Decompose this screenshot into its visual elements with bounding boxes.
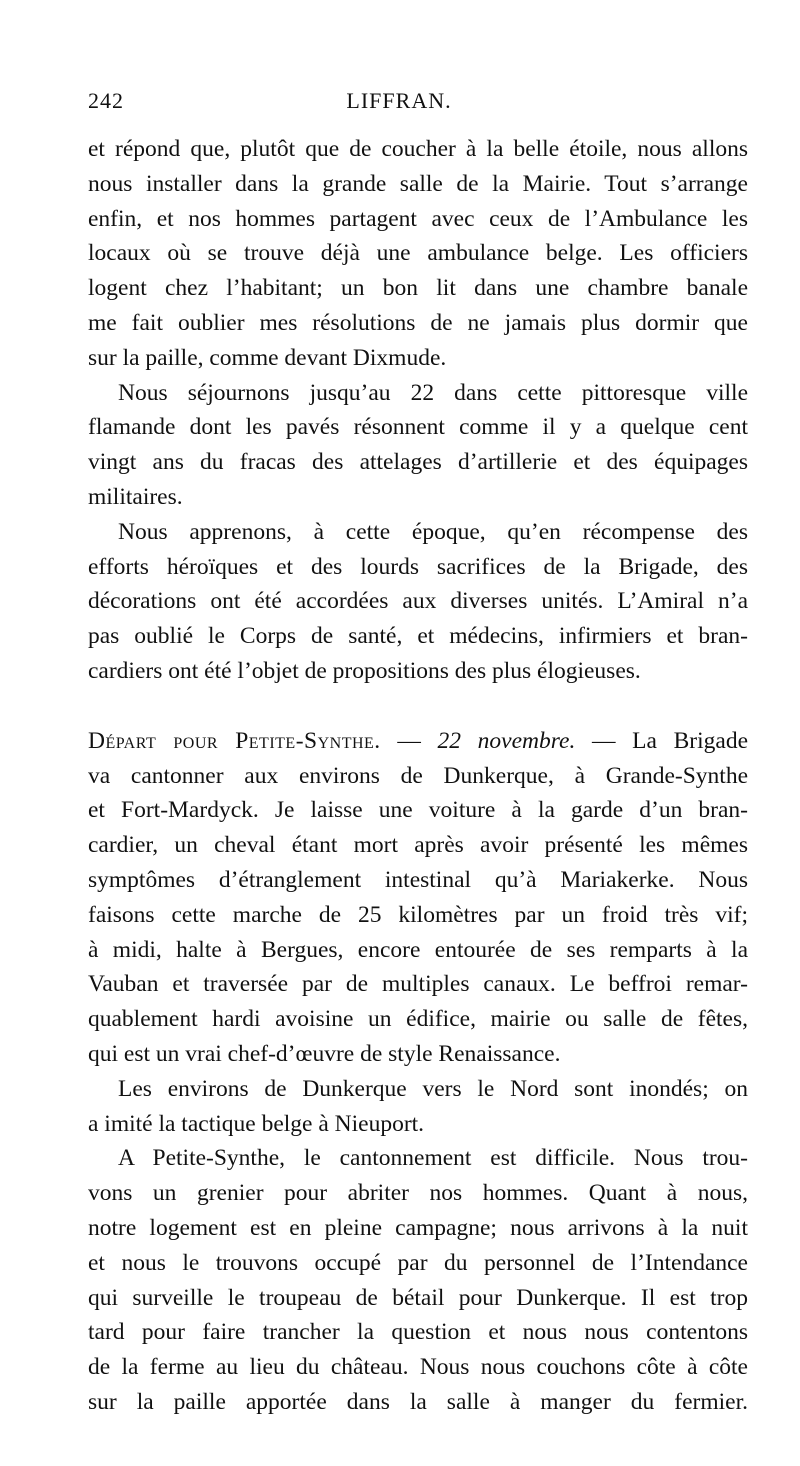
text-line: faisons cette marche de 25 kilomètres par un froid très vif; <box>88 901 748 928</box>
text-line: A Petite-Synthe, le cantonnement est difficile. Nous trou- <box>118 1145 748 1172</box>
text-line: et répond que, plutôt que de coucher à la belle étoile, nous allons <box>88 136 748 162</box>
text-line: efforts héroïques et des lourds sacrifices de la Brigade, des <box>88 553 748 580</box>
text-line: me fait oublier mes résolutions de ne jamais plus dormir que <box>88 309 748 336</box>
text-line: et nous le trouvons occupé par du personnel de l’Intendance <box>88 1249 748 1276</box>
text-line: sur la paille, comme devant Dixmude. <box>88 344 447 371</box>
section-heading: Départ pour Petite-Synthe. <box>88 727 381 754</box>
text-line: tard pour faire trancher la question et nous nous contentons <box>88 1319 748 1346</box>
text-line: Nous séjournons jusqu’au 22 dans cette pittoresque ville <box>118 379 748 406</box>
text-line: locaux où se trouve déjà une ambulance belge. Les officiers <box>88 240 748 267</box>
text-line: Nous apprenons, à cette époque, qu’en récompense des <box>118 518 748 545</box>
text-line: cardier, un cheval étant mort après avoir présenté les mêmes <box>88 832 748 859</box>
text-line: militaires. <box>88 483 183 510</box>
text-line: qui surveille le troupeau de bétail pour Dunkerque. Il est trop <box>88 1284 748 1311</box>
text-line: sur la paille apportée dans la salle à manger du fermier. <box>88 1388 748 1415</box>
text-line: a imité la tactique belge à Nieuport. <box>88 1110 425 1137</box>
text-line: cardiers ont été l’objet de propositions des plus élogieuses. <box>88 657 641 684</box>
text-line: nous installer dans la grande salle de la Mairie. Tout s’arrange <box>88 170 748 197</box>
section-paragraph <box>88 724 748 1072</box>
text-line: de la ferme au lieu du château. Nous nous couchons côte à côte <box>88 1354 748 1381</box>
text-line: quablement hardi avoisine un édifice, mairie ou salle de fêtes, <box>88 1006 748 1033</box>
text-line: Les environs de Dunkerque vers le Nord sont inondés; on <box>118 1075 748 1102</box>
text-line: vingt ans du fracas des attelages d’artillerie et des équipages <box>88 449 748 476</box>
page-number: 242 <box>88 88 124 113</box>
text-line: Vauban et traversée par de multiples canaux. Le beffroi remar- <box>88 971 748 998</box>
paragraph <box>88 1141 748 1419</box>
text-line: et Fort-Mardyck. Je laisse une voiture à la garde d’un bran- <box>88 797 748 824</box>
body-text <box>88 132 748 1420</box>
text-line: pas oublié le Corps de santé, et médecins, infirmiers et bran- <box>88 623 748 650</box>
page-header <box>88 88 710 120</box>
text-line: notre logement est en pleine campagne; nous arrivons à la nuit <box>88 1214 748 1241</box>
paragraph <box>88 376 748 515</box>
running-title: LIFFRAN. <box>346 88 452 113</box>
paragraph <box>88 132 748 376</box>
text-line: décorations ont été accordées aux diverses unités. L’Amiral n’a <box>88 588 748 615</box>
text-line: à midi, halte à Bergues, encore entourée de ses remparts à la <box>88 936 748 963</box>
section-date: 22 novembre. <box>437 727 576 754</box>
text-line: vons un grenier pour abriter nos hommes. Quant à nous, <box>88 1180 748 1207</box>
section-first-line: Départ pour Petite-Synthe. — 22 novembre. — La Brigade <box>88 727 749 754</box>
text-line: va cantonner aux environs de Dunkerque, à Grande-Synthe <box>88 762 748 789</box>
text-line: enfin, et nos hommes partagent avec ceux de l’Ambulance les <box>88 205 748 232</box>
paragraph <box>88 1072 748 1142</box>
section-spacer <box>88 689 748 724</box>
paragraph <box>88 515 748 689</box>
text-line: flamande dont les pavés résonnent comme il y a quelque cent <box>88 414 748 441</box>
text-line: logent chez l’habitant; un bon lit dans une chambre banale <box>88 275 748 302</box>
text-line: qui est un vrai chef-d’œuvre de style Renaissance. <box>88 1040 561 1067</box>
text-line: symptômes d’étranglement intestinal qu’à Mariakerke. Nous <box>88 866 748 893</box>
